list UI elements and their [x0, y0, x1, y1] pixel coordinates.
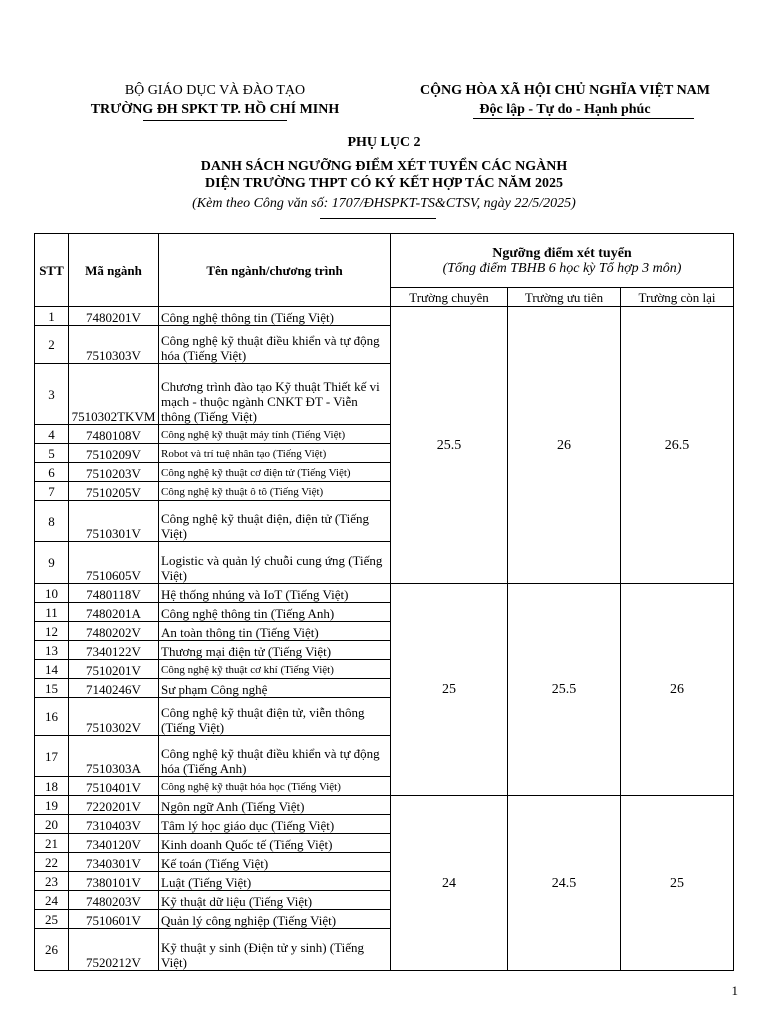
- row-stt: 20: [35, 815, 69, 834]
- row-stt: 24: [35, 891, 69, 910]
- row-stt: 22: [35, 853, 69, 872]
- row-program-name: Kế toán (Tiếng Việt): [159, 853, 391, 872]
- document-title: [0, 158, 768, 192]
- issuer-block: [65, 81, 365, 119]
- row-stt: 7: [35, 482, 69, 501]
- row-code: 7510401V: [69, 777, 159, 796]
- score-other-school: 25: [621, 796, 734, 971]
- row-program-name: Logistic và quản lý chuỗi cung ứng (Tiếng Việt): [159, 542, 391, 584]
- row-program-name: Công nghệ kỹ thuật điện, điện tử (Tiếng Việt): [159, 501, 391, 542]
- row-code: 7510303V: [69, 326, 159, 364]
- national-motto-block: [400, 81, 730, 119]
- row-code: 7510302V: [69, 698, 159, 736]
- header-threshold-title: Ngưỡng điểm xét tuyển: [492, 245, 632, 261]
- row-code: 7220201V: [69, 796, 159, 815]
- row-code: 7510205V: [69, 482, 159, 501]
- table-row: [35, 796, 734, 815]
- row-code: 7520212V: [69, 929, 159, 971]
- row-program-name: Công nghệ kỹ thuật cơ khí (Tiếng Việt): [159, 660, 391, 679]
- row-stt: 10: [35, 584, 69, 603]
- score-other-school: 26.5: [621, 307, 734, 584]
- row-program-name: Thương mại điện tử (Tiếng Việt): [159, 641, 391, 660]
- row-program-name: Sư phạm Công nghệ: [159, 679, 391, 698]
- header-stt: STT: [35, 234, 69, 307]
- row-program-name: Kỹ thuật dữ liệu (Tiếng Việt): [159, 891, 391, 910]
- row-stt: 19: [35, 796, 69, 815]
- document-subtitle: (Kèm theo Công văn số: 1707/ĐHSPKT-TS&CTSV, ngày 22/5/2025): [192, 196, 576, 211]
- score-priority-school: 24.5: [508, 796, 621, 971]
- row-code: 7510302TKVM: [69, 364, 159, 425]
- motto: Độc lập - Tự do - Hạnh phúc: [479, 102, 651, 117]
- header-priority-school: Trường ưu tiên: [508, 288, 621, 307]
- row-program-name: Công nghệ kỹ thuật máy tính (Tiếng Việt): [159, 425, 391, 444]
- threshold-table: [34, 233, 734, 971]
- header-specialized-school: Trường chuyên: [391, 288, 508, 307]
- row-stt: 1: [35, 307, 69, 326]
- row-program-name: Công nghệ kỹ thuật cơ điện tử (Tiếng Việt): [159, 463, 391, 482]
- row-program-name: Công nghệ kỹ thuật hóa học (Tiếng Việt): [159, 777, 391, 796]
- score-other-school: 26: [621, 584, 734, 796]
- table-row: [35, 307, 734, 326]
- row-program-name: Quản lý công nghiệp (Tiếng Việt): [159, 910, 391, 929]
- row-code: 7510203V: [69, 463, 159, 482]
- row-stt: 17: [35, 736, 69, 777]
- issuer-underline: [143, 120, 287, 121]
- row-stt: 11: [35, 603, 69, 622]
- row-code: 7510605V: [69, 542, 159, 584]
- appendix-label: PHỤ LỤC 2: [347, 135, 421, 150]
- row-code: 7340301V: [69, 853, 159, 872]
- row-stt: 8: [35, 501, 69, 542]
- row-program-name: Robot và trí tuệ nhân tạo (Tiếng Việt): [159, 444, 391, 463]
- row-code: 7480203V: [69, 891, 159, 910]
- row-code: 7480108V: [69, 425, 159, 444]
- row-program-name: Công nghệ kỹ thuật điện tử, viễn thông (Tiếng Việt): [159, 698, 391, 736]
- table-body: [35, 307, 734, 971]
- row-code: 7480201V: [69, 307, 159, 326]
- row-stt: 16: [35, 698, 69, 736]
- row-stt: 21: [35, 834, 69, 853]
- score-specialized-school: 24: [391, 796, 508, 971]
- row-stt: 13: [35, 641, 69, 660]
- table-row: [35, 584, 734, 603]
- row-program-name: Tâm lý học giáo dục (Tiếng Việt): [159, 815, 391, 834]
- row-code: 7480118V: [69, 584, 159, 603]
- row-code: 7510301V: [69, 501, 159, 542]
- row-program-name: Hệ thống nhúng và IoT (Tiếng Việt): [159, 584, 391, 603]
- header-other-school: Trường còn lại: [621, 288, 734, 307]
- row-code: 7510601V: [69, 910, 159, 929]
- row-program-name: Công nghệ kỹ thuật điều khiển và tự động hóa (Tiếng Việt): [159, 326, 391, 364]
- score-priority-school: 26: [508, 307, 621, 584]
- row-program-name: Kỹ thuật y sinh (Điện tử y sinh) (Tiếng Việt): [159, 929, 391, 971]
- row-code: 7140246V: [69, 679, 159, 698]
- row-stt: 18: [35, 777, 69, 796]
- row-code: 7510303A: [69, 736, 159, 777]
- country-name: CỘNG HÒA XÃ HỘI CHỦ NGHĨA VIỆT NAM: [419, 83, 710, 98]
- ministry-name: BỘ GIÁO DỤC VÀ ĐÀO TẠO: [124, 83, 306, 98]
- row-stt: 5: [35, 444, 69, 463]
- row-stt: 14: [35, 660, 69, 679]
- header-threshold-note: (Tổng điểm TBHB 6 học kỳ Tổ hợp 3 môn): [442, 260, 682, 276]
- row-code: 7310403V: [69, 815, 159, 834]
- score-specialized-school: 25.5: [391, 307, 508, 584]
- row-code: 7380101V: [69, 872, 159, 891]
- row-program-name: Ngôn ngữ Anh (Tiếng Việt): [159, 796, 391, 815]
- row-stt: 6: [35, 463, 69, 482]
- score-priority-school: 25.5: [508, 584, 621, 796]
- row-stt: 26: [35, 929, 69, 971]
- title-line-2: DIỆN TRƯỜNG THPT CÓ KÝ KẾT HỢP TÁC NĂM 2025: [205, 176, 563, 191]
- title-underline: [320, 218, 436, 219]
- row-program-name: Công nghệ thông tin (Tiếng Việt): [159, 307, 391, 326]
- row-program-name: Công nghệ kỹ thuật điều khiển và tự động hóa (Tiếng Anh): [159, 736, 391, 777]
- row-code: 7480202V: [69, 622, 159, 641]
- row-program-name: An toàn thông tin (Tiếng Việt): [159, 622, 391, 641]
- row-program-name: Chương trình đào tạo Kỹ thuật Thiết kế vi mạch - thuộc ngành CNKT ĐT - Viễn thông (Tiếng Việt): [159, 364, 391, 425]
- university-name: TRƯỜNG ĐH SPKT TP. HỒ CHÍ MINH: [90, 102, 340, 117]
- row-stt: 2: [35, 326, 69, 364]
- row-program-name: Công nghệ thông tin (Tiếng Anh): [159, 603, 391, 622]
- row-code: 7480201A: [69, 603, 159, 622]
- row-stt: 3: [35, 364, 69, 425]
- row-stt: 4: [35, 425, 69, 444]
- row-program-name: Công nghệ kỹ thuật ô tô (Tiếng Việt): [159, 482, 391, 501]
- row-code: 7510201V: [69, 660, 159, 679]
- row-stt: 25: [35, 910, 69, 929]
- row-stt: 23: [35, 872, 69, 891]
- header-code: Mã ngành: [69, 234, 159, 307]
- row-stt: 15: [35, 679, 69, 698]
- row-stt: 9: [35, 542, 69, 584]
- row-code: 7340122V: [69, 641, 159, 660]
- row-code: 7510209V: [69, 444, 159, 463]
- header-name: Tên ngành/chương trình: [159, 234, 391, 307]
- row-code: 7340120V: [69, 834, 159, 853]
- row-program-name: Luật (Tiếng Việt): [159, 872, 391, 891]
- score-specialized-school: 25: [391, 584, 508, 796]
- header-threshold: [391, 234, 734, 288]
- title-line-1: DANH SÁCH NGƯỠNG ĐIỂM XÉT TUYỂN CÁC NGÀNH: [200, 159, 568, 174]
- motto-underline: [473, 118, 694, 119]
- row-program-name: Kinh doanh Quốc tế (Tiếng Việt): [159, 834, 391, 853]
- row-stt: 12: [35, 622, 69, 641]
- page-number: 1: [731, 983, 738, 998]
